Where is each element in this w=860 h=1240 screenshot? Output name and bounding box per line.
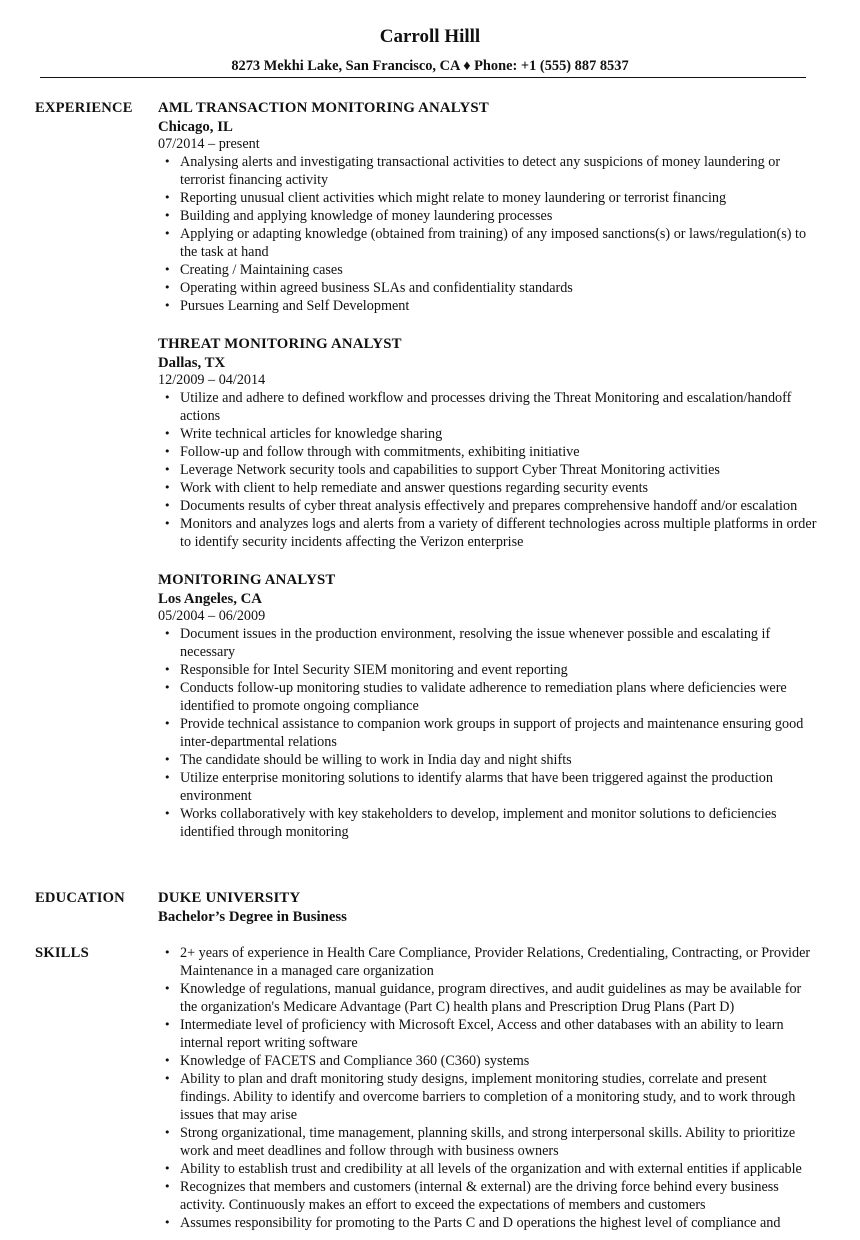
skill-bullet: • 2+ years of experience in Health Care Compliance, Provider Relations, Credentialing, Contracting, or Provider Maintenance in a managed care organization — [180, 944, 818, 980]
job-bullet: • Utilize enterprise monitoring solutions to identify alarms that have been triggered against the production environment — [180, 769, 818, 805]
job-bullet: • Write technical articles for knowledge sharing — [180, 425, 818, 443]
job-dates: 12/2009 – 04/2014 — [158, 372, 266, 388]
section-label-experience: EXPERIENCE — [35, 100, 133, 116]
job-bullet: • Follow-up and follow through with commitments, exhibiting initiative — [180, 443, 818, 461]
experience-list — [158, 99, 818, 861]
job-bullet: • Documents results of cyber threat analysis effectively and prepares comprehensive handoff and/or escalation — [180, 497, 818, 515]
job-title: THREAT MONITORING ANALYST — [158, 336, 402, 352]
job-bullet: • Pursues Learning and Self Development — [180, 297, 818, 315]
header-divider — [40, 77, 806, 78]
skill-bullet: • Ability to establish trust and credibility at all levels of the organization and with external entities if applicable — [180, 1160, 818, 1178]
skill-bullet: • Recognizes that members and customers (internal & external) are the driving force behind every business activity. Continuously makes an effort to exceed the expectations of members and customers — [180, 1178, 818, 1214]
section-label-skills: SKILLS — [35, 945, 89, 961]
job-bullets — [158, 153, 818, 315]
job-bullet: • Responsible for Intel Security SIEM monitoring and event reporting — [180, 661, 818, 679]
job-bullet: • Reporting unusual client activities which might relate to money laundering or terrorist financing — [180, 189, 818, 207]
job-bullet: • Building and applying knowledge of money laundering processes — [180, 207, 818, 225]
job-bullet: • Document issues in the production environment, resolving the issue whenever possible and escalating if necessary — [180, 625, 818, 661]
job-bullet: • The candidate should be willing to work in India day and night shifts — [180, 751, 818, 769]
skill-bullet: • Ability to plan and draft monitoring study designs, implement monitoring studies, correlate and present findings. Ability to identify and overcome barriers to completion of a monitoring study, and to work through issues that may arise — [180, 1070, 818, 1124]
job-location: Los Angeles, CA — [158, 591, 262, 607]
job-location: Dallas, TX — [158, 355, 226, 371]
skill-bullet: • Knowledge of regulations, manual guidance, program directives, and audit guidelines as may be available for the organization's Medicare Advantage (Part C) health plans and Prescription Drug Plans (Part D) — [180, 980, 818, 1016]
job-title: MONITORING ANALYST — [158, 572, 336, 588]
job-entry — [158, 99, 818, 315]
job-bullet: • Applying or adapting knowledge (obtained from training) of any imposed sanctions(s) or laws/regulation(s) to the task at hand — [180, 225, 818, 261]
skill-bullets — [158, 944, 818, 1232]
job-entry — [158, 335, 818, 551]
job-entry — [158, 571, 818, 841]
job-bullet: • Operating within agreed business SLAs and confidentiality standards — [180, 279, 818, 297]
section-label-education: EDUCATION — [35, 890, 125, 906]
skill-bullet: • Assumes responsibility for promoting to the Parts C and D operations the highest level of compliance and — [180, 1214, 818, 1232]
job-bullet: • Creating / Maintaining cases — [180, 261, 818, 279]
job-bullet: • Conducts follow-up monitoring studies to validate adherence to remediation plans where deficiencies were identified to promote ongoing compliance — [180, 679, 818, 715]
job-bullets — [158, 389, 818, 551]
skill-bullet: • Strong organizational, time management, planning skills, and strong interpersonal skills. Ability to prioritize work and meet deadlines and follow through with business owners — [180, 1124, 818, 1160]
job-bullet: • Utilize and adhere to defined workflow and processes driving the Threat Monitoring and escalation/handoff actions — [180, 389, 818, 425]
degree: Bachelor’s Degree in Business — [158, 909, 347, 925]
job-bullet: • Analysing alerts and investigating transactional activities to detect any suspicions of money laundering or terrorist financing activity — [180, 153, 818, 189]
job-title: AML TRANSACTION MONITORING ANALYST — [158, 100, 489, 116]
job-bullet: • Works collaboratively with key stakeholders to develop, implement and monitor solutions to deficiencies identified through monitoring — [180, 805, 818, 841]
job-bullet: • Leverage Network security tools and capabilities to support Cyber Threat Monitoring activities — [180, 461, 818, 479]
contact-line: 8273 Mekhi Lake, San Francisco, CA ♦ Phone: +1 (555) 887 8537 — [231, 58, 629, 74]
skill-bullet: • Knowledge of FACETS and Compliance 360 (C360) systems — [180, 1052, 818, 1070]
candidate-name: Carroll Hilll — [379, 26, 481, 47]
education-entry — [158, 889, 818, 926]
job-bullet: • Monitors and analyzes logs and alerts from a variety of different technologies across multiple platforms in order to identify security incidents affecting the Verizon enterprise — [180, 515, 818, 551]
job-bullet: • Provide technical assistance to companion work groups in support of projects and maintenance ensuring good inter-departmental relations — [180, 715, 818, 751]
job-dates: 07/2014 – present — [158, 136, 260, 152]
job-location: Chicago, IL — [158, 119, 233, 135]
job-dates: 05/2004 – 06/2009 — [158, 608, 266, 624]
job-bullet: • Work with client to help remediate and answer questions regarding security events — [180, 479, 818, 497]
skills-list — [158, 944, 818, 1232]
resume-header — [0, 0, 860, 75]
skill-bullet: • Intermediate level of proficiency with Microsoft Excel, Access and other databases with an ability to learn internal report writing software — [180, 1016, 818, 1052]
job-bullets — [158, 625, 818, 841]
school-name: DUKE UNIVERSITY — [158, 890, 301, 906]
